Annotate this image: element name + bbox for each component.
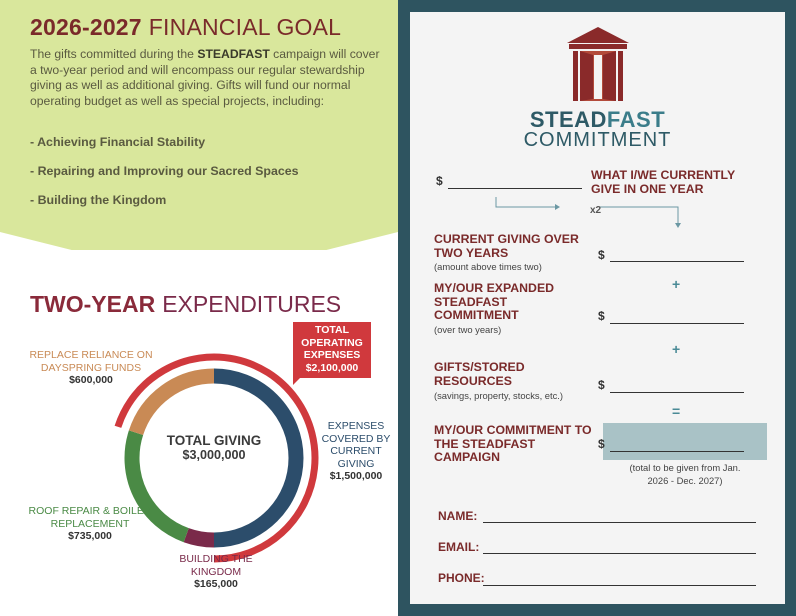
goal-body-strong: STEADFAST (197, 47, 270, 61)
operating-expenses-amount: $2,100,000 (305, 361, 359, 374)
email-field[interactable] (483, 553, 756, 554)
gifts-label: GIFTS/STORED RESOURCES (434, 360, 525, 388)
current-giving-label: WHAT I/WE CURRENTLY GIVE IN ONE YEAR (591, 168, 735, 196)
temple-door-logo-icon (565, 25, 631, 103)
total-commitment-box[interactable] (603, 423, 767, 460)
currency-sign: $ (436, 174, 443, 188)
plus-sign: + (672, 276, 681, 292)
commitment-card (410, 12, 785, 604)
label-roof-boiler-amount: $735,000 (68, 530, 112, 542)
goal-item-stability: - Achieving Financial Stability (30, 135, 206, 149)
operating-expenses-tag-tail (293, 375, 303, 385)
goal-title: FINANCIAL GOAL (148, 14, 342, 40)
goal-body-pre: The gifts committed during the (30, 47, 198, 61)
expenditures-title-light: EXPENDITURES (162, 291, 342, 317)
two-years-label: CURRENT GIVING OVER TWO YEARS (434, 232, 579, 260)
label-current-giving-amount: $1,500,000 (329, 470, 383, 482)
equals-sign: = (672, 403, 681, 419)
logo-commitment: COMMITMENT (523, 129, 672, 151)
total-commitment-field[interactable] (610, 451, 744, 452)
donut-center-title: TOTAL GIVING (166, 433, 262, 448)
goal-item-kingdom: - Building the Kingdom (30, 193, 167, 207)
goal-year: 2026-2027 (30, 14, 142, 40)
label-dayspring-amount: $600,000 (69, 374, 113, 386)
email-label: EMAIL: (438, 540, 480, 554)
expanded-commitment-field[interactable] (610, 323, 744, 324)
total-commitment-label: MY/OUR COMMITMENT TO THE STEADFAST CAMPAIGN (434, 423, 592, 464)
currency-sign: $ (598, 309, 605, 323)
label-current-giving-text: EXPENSES COVERED BY CURRENT GIVING (321, 420, 391, 470)
label-building-kingdom (164, 553, 268, 591)
label-current-giving (318, 420, 394, 483)
operating-expenses-tag (293, 322, 371, 378)
logo-fast: FAST (606, 107, 666, 132)
commitment-card-frame (398, 0, 796, 616)
logo-stead: STEAD (529, 107, 607, 132)
expanded-commitment-label: MY/OUR EXPANDED STEADFAST COMMITMENT (434, 281, 555, 322)
expanded-commitment-sub: (over two years) (434, 324, 502, 335)
label-roof-boiler-text: ROOF REPAIR & BOILER REPLACEMENT (28, 505, 152, 530)
goal-item-sacred-spaces: - Repairing and Improving our Sacred Spaces (30, 164, 299, 178)
current-giving-field[interactable] (448, 188, 582, 189)
label-dayspring (26, 349, 156, 387)
operating-expenses-label: TOTAL OPERATING EXPENSES (301, 324, 363, 361)
segment-building-kingdom (186, 535, 214, 540)
two-years-sub: (amount above times two) (434, 261, 542, 272)
multiplier-label: x2 (590, 205, 602, 216)
currency-sign: $ (598, 378, 605, 392)
donut-center-label (163, 433, 265, 463)
label-building-kingdom-text: BUILDING THE KINGDOM (179, 553, 253, 578)
commitment-note: (total to be given from Jan. 2026 - Dec. 2027) (629, 462, 741, 486)
label-roof-boiler (24, 505, 156, 543)
currency-sign: $ (598, 248, 605, 262)
label-building-kingdom-amount: $165,000 (194, 578, 238, 590)
two-years-field[interactable] (610, 261, 744, 262)
name-field[interactable] (483, 522, 756, 523)
expenditures-title-bold: TWO-YEAR (30, 291, 156, 317)
currency-sign: $ (598, 437, 605, 451)
name-label: NAME: (438, 509, 478, 523)
phone-label: PHONE: (438, 571, 485, 585)
plus-sign: + (672, 341, 681, 357)
gifts-field[interactable] (610, 392, 744, 393)
donut-center-amount: $3,000,000 (182, 448, 246, 462)
label-dayspring-text: REPLACE RELIANCE ON DAYSPRING FUNDS (29, 349, 153, 374)
gifts-sub: (savings, property, stocks, etc.) (434, 390, 564, 401)
phone-field[interactable] (483, 585, 756, 586)
goal-body-post: campaign will cover a two-year period and will encompass our regular stewardship giving as well as additional giving. Gifts will fund our normal operating budget as well as special projects, including: (30, 47, 380, 108)
